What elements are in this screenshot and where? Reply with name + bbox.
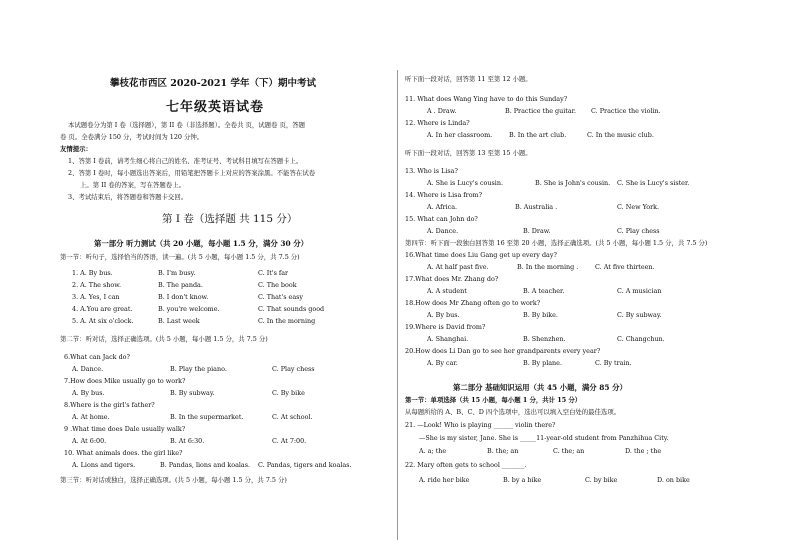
sec2-instructions: 第二节：听对话，选择正确选项。(共 5 小题，每小题 1.5 分，共 7.5 分) (60, 335, 268, 343)
sec2-q9-b: B. At 6:30. (170, 437, 205, 445)
q17: 17.What does Mr. Zhang do? (405, 275, 499, 283)
sec1-q2-a: 2. A. The show. (72, 281, 121, 289)
sec1-q3-c: C. That's easy (258, 293, 304, 301)
sec1-q3-b: B. I don't know. (158, 293, 209, 301)
sec2-q6-a: A. Dance. (72, 365, 104, 373)
sec2-q8-b: B. In the supermarket. (170, 413, 244, 421)
sec2-q9: 9 .What time does Dale usually walk? (64, 425, 186, 433)
q22-d: D. on bike (657, 476, 690, 484)
q13: 13. Who is Lisa? (405, 167, 458, 175)
right-column (405, 0, 740, 560)
q13-b: B. She is John's cousin. (535, 179, 611, 187)
part1-title: 第一部分 听力测试（共 20 小题，每小题 1.5 分，满分 30 分） (94, 239, 309, 248)
sec2-q6-c: C. Play chess (272, 365, 315, 373)
q15-b: B. Draw. (523, 227, 551, 235)
q21-c: C. the; an (553, 447, 585, 455)
sec2-q10-b: B. Pandas, lions and koalas. (160, 461, 251, 469)
q19: 19.Where is David from? (405, 323, 486, 331)
sec2-q8: 8.Where is the girl's father? (64, 401, 155, 409)
q19-a: A. Shanghai. (427, 335, 469, 343)
q19-b: B. Shenzhen. (523, 335, 566, 343)
exam-title: 七年级英语试卷 (166, 100, 265, 115)
q17-c: C. A musician (617, 287, 662, 295)
sec2-q6: 6.What can Jack do? (64, 353, 130, 361)
q16-b: B. In the morning . (517, 263, 579, 271)
sec1-q1-b: B. I'm busy. (158, 269, 196, 277)
notice-2: 2、答第 I 卷时，每小题选出答案后，用铅笔把答题卡上对应的答案涂黑。不能答在试卷 (68, 169, 316, 177)
q20-a: A. By car. (427, 359, 458, 367)
q21-a: A. a; the (419, 447, 447, 455)
q11-a: A . Draw. (427, 107, 457, 115)
q12-c: C. In the music club. (587, 131, 654, 139)
part2-title: 第二部分 基础知识运用（共 45 小题，满分 85 分） (453, 383, 627, 392)
q19-c: C. Changchun. (617, 335, 665, 343)
volume-title: 第 I 卷（选择题 共 115 分） (162, 213, 298, 225)
sec2-q8-c: C. At school. (272, 413, 313, 421)
q20-b: B. By plane. (523, 359, 562, 367)
q14-a: A. Africa. (427, 203, 458, 211)
q22-c: C. by bike (585, 476, 618, 484)
q22-a: A. ride her bike (419, 476, 470, 484)
q18-c: C. By subway. (617, 311, 662, 319)
q20: 20.How does Li Dan go to see her grandparents every year? (405, 347, 601, 355)
dialog-header-11-12: 听下面一段对话，回答第 11 至第 12 小题。 (405, 75, 532, 83)
sec1-q5-c: C. In the morning (258, 317, 316, 325)
q15-c: C. Play chess (617, 227, 660, 235)
sec1-q1-a: 1. A. By bus. (72, 269, 113, 277)
notice-title: 友情提示： (60, 145, 92, 153)
q14-b: B. Australia . (515, 203, 558, 211)
sec1-q2-c: C. The book (258, 281, 297, 289)
sec1-q1-c: C. It's far (258, 269, 289, 277)
q18-b: B. By bike. (523, 311, 558, 319)
sec1-q5-a: 5. A. At six o'clock. (72, 317, 134, 325)
q12: 12. Where is Linda? (405, 119, 470, 127)
q21-line1: 21. —Look! Who is playing ______ violin there? (405, 421, 556, 429)
q14: 14. Where is Lisa from? (405, 191, 483, 199)
sec2-q9-c: C. At 7:00. (272, 437, 307, 445)
part2-sec1-title: 第一节：单项选择（共 15 小题，每小题 1 分，共计 15 分） (405, 396, 582, 404)
sec1-q4-c: C. That sounds good (258, 305, 325, 313)
sec1-q3-a: 3. A. Yes, I can (72, 293, 120, 301)
q17-a: A. A student (427, 287, 467, 295)
q16-a: A. At half past five. (427, 263, 489, 271)
q21-d: D. the ; the (625, 447, 662, 455)
sec2-q10-a: A. Lions and tigers. (72, 461, 136, 469)
q18: 18.How does Mr Zhang often go to work? (405, 299, 541, 307)
school-title: 攀枝花市西区 2020-2021 学年（下）期中考试 (110, 78, 316, 89)
q15: 15. What can John do? (405, 215, 478, 223)
sec2-q7: 7.How does Mike usually go to work? (64, 377, 186, 385)
q16-c: C. At five thirteen. (595, 263, 655, 271)
column-divider (397, 70, 398, 540)
dialog-header-13-15: 听下面一段对话，回答第 13 至第 15 小题。 (405, 149, 532, 157)
q14-c: C. New York. (617, 203, 660, 211)
q15-a: A. Dance. (427, 227, 459, 235)
sec1-q4-a: 4. A.You are great. (72, 305, 133, 313)
sec2-q7-c: C. By bike (272, 389, 305, 397)
notice-2b: 上。第 II 卷的答案，写在答题卷上。 (80, 181, 185, 189)
q12-b: B. In the art club. (509, 131, 567, 139)
q21-line2: —She is my sister, Jane. She is _____11-year-old student from Panzhihua City. (419, 434, 669, 442)
q13-c: C. She is Lucy's sister. (617, 179, 690, 187)
sec2-q9-a: A. At 6:00. (72, 437, 107, 445)
sec2-q7-b: B. By subway. (170, 389, 215, 397)
sec3-instructions: 第三节：听对话或独白，选择正确选项。(共 5 小题，每小题 1.5 分，共 7.5 分) (60, 476, 287, 484)
q22-b: B. by a bike (503, 476, 542, 484)
sec1-q2-b: B. The panda. (158, 281, 203, 289)
sec2-q7-a: A. By bus. (72, 389, 105, 397)
part2-instructions: 从每题所给的 A、B、C、D 四个选项中，选出可以填入空白处的最佳选项。 (405, 408, 621, 416)
q17-b: B. A teacher. (523, 287, 565, 295)
sec2-q6-b: B. Play the piano. (170, 365, 227, 373)
sec1-q5-b: B. Last week (158, 317, 200, 325)
q12-a: A. In her classroom. (427, 131, 493, 139)
sec4-instructions: 第四节：听下面一段独白回答第 16 至第 20 小题，选择正确选项。(共 5 小题，每小题 1.5 分，共 7.5 分) (405, 239, 708, 247)
intro-line-1: 本试题卷分为第 I 卷（选择题），第 II 卷（非选择题）。全卷共 页，试题卷 页，答题 (68, 121, 306, 129)
q11: 11. What does Wang Ying have to do this Sunday? (405, 95, 568, 103)
q18-a: A. By bus. (427, 311, 460, 319)
intro-line-2: 卷 页。全卷满分 150 分，考试时间为 120 分钟。 (60, 133, 204, 141)
q11-b: B. Practice the guitar. (505, 107, 577, 115)
left-column (60, 0, 390, 560)
notice-3: 3、考试结束后，将答题卷和答题卡交回。 (68, 193, 188, 201)
q13-a: A. She is Lucy's cousin. (427, 179, 503, 187)
q16: 16.What time does Liu Gang get up every day? (405, 251, 557, 259)
q20-c: C. By train. (595, 359, 632, 367)
sec2-q8-a: A. At home. (72, 413, 110, 421)
sec1-instructions: 第一节：听句子，选择恰当的答语，读一遍。(共 5 小题，每小题 1.5 分，共 7.5 分) (60, 253, 300, 261)
q21-b: B. the; an (487, 447, 519, 455)
notice-1: 1、答第 I 卷前，请考生细心将自己的姓名、准考证号、考试科目填写在答题卡上。 (68, 157, 303, 165)
sec2-q10-c: C. Pandas, tigers and koalas. (258, 461, 352, 469)
sec1-q4-b: B. you're welcome. (158, 305, 220, 313)
q11-c: C. Practice the violin. (591, 107, 661, 115)
sec2-q10: 10. What animals does. the girl like? (64, 449, 183, 457)
q22-line: 22. Mary often gets to school _______. (405, 461, 527, 469)
